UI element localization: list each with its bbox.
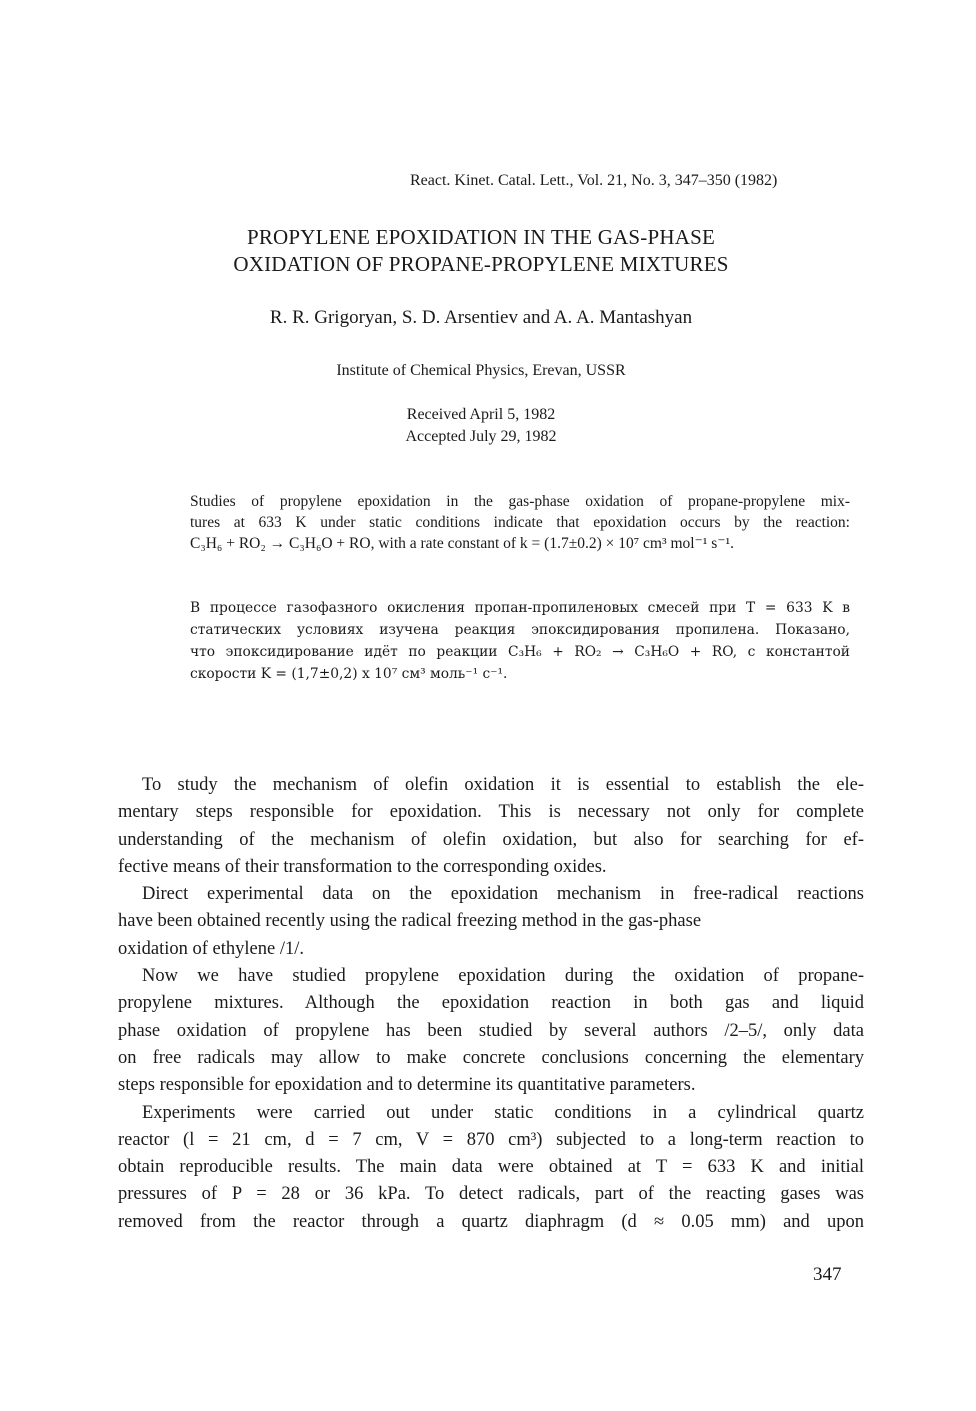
abstract-line: скорости K = (1,7±0,2) x 10⁷ см³ моль⁻¹ с⁻¹. — [190, 666, 508, 682]
text-line: on free radicals may allow to make concrete conclusions concerning the elementary — [118, 1047, 864, 1068]
abstract-line: tures at 633 K under static conditions indicate that epoxidation occurs by the reaction: — [190, 514, 850, 531]
paragraph — [118, 772, 864, 881]
text-line: obtain reproducible results. The main data were obtained at T = 633 K and initial — [118, 1157, 864, 1178]
page-number: 347 — [813, 1264, 842, 1285]
abstract-line: статических условиях изучена реакция эпоксидирования пропилена. Показано, — [190, 622, 850, 638]
title-line: OXIDATION OF PROPANE-PROPYLENE MIXTURES — [233, 252, 729, 276]
journal-citation: React. Kinet. Catal. Lett., Vol. 21, No. 3, 347–350 (1982) — [410, 172, 778, 189]
accepted-date: Accepted July 29, 1982 — [405, 428, 557, 445]
paragraph — [118, 963, 864, 1099]
text-line: To study the mechanism of olefin oxidation it is essential to establish the ele- — [142, 775, 864, 795]
text-line: oxidation of ethylene /1/. — [118, 938, 304, 959]
text-line: fective means of their transformation to the corresponding oxides. — [118, 856, 607, 877]
text-line: Direct experimental data on the epoxidation mechanism in free-radical reactions — [142, 884, 864, 905]
text-line: Now we have studied propylene epoxidation during the oxidation of propane- — [142, 966, 864, 987]
text-line: pressures of P = 28 or 36 kPa. To detect radicals, part of the reacting gases was — [118, 1184, 864, 1205]
title-line: PROPYLENE EPOXIDATION IN THE GAS-PHASE — [246, 225, 716, 249]
abstract-english — [190, 491, 850, 554]
text-line: propylene mixtures. Although the epoxidation reaction in both gas and liquid — [118, 993, 864, 1014]
affiliation: Institute of Chemical Physics, Erevan, USSR — [336, 362, 626, 379]
submission-dates — [150, 404, 812, 448]
text-line: phase oxidation of propylene has been studied by several authors /2–5/, only data — [118, 1020, 864, 1041]
text-line: removed from the reactor through a quartz diaphragm (d ≈ 0.05 mm) and upon — [118, 1211, 864, 1232]
text-line: mentary steps responsible for epoxidation. This is necessary not only for complete — [118, 802, 864, 823]
text-line: have been obtained recently using the radical freezing method in the gas-phase — [118, 911, 702, 932]
abstract-line: C₃H₆ + RO₂ → C₃H₆O + RO, with a rate constant of k = (1.7±0.2) × 10⁷ cm³ mol⁻¹ s⁻¹. — [190, 535, 735, 552]
paper-title — [150, 224, 812, 278]
text-line: steps responsible for epoxidation and to determine its quantitative parameters. — [118, 1075, 696, 1096]
paragraph — [118, 881, 864, 963]
abstract-line: что эпоксидирование идёт по реакции C₃H₆ + RO₂ → C₃H₆O + RO, с константой — [190, 644, 850, 660]
received-date: Received April 5, 1982 — [406, 406, 556, 423]
abstract-russian — [190, 597, 850, 685]
text-line: Experiments were carried out under static conditions in a cylindrical quartz — [142, 1102, 864, 1123]
abstract-line: Studies of propylene epoxidation in the gas-phase oxidation of propane-propylene mix- — [190, 493, 850, 510]
body-text — [118, 772, 864, 1236]
author-list: R. R. Grigoryan, S. D. Arsentiev and A. A. Mantashyan — [269, 307, 693, 328]
text-line: reactor (l = 21 cm, d = 7 cm, V = 870 cm³) subjected to a long-term reaction to — [118, 1129, 864, 1150]
abstract-line: В процессе газофазного окисления пропан-пропиленовых смесей при T = 633 K в — [190, 600, 850, 616]
text-line: understanding of the mechanism of olefin oxidation, but also for searching for ef- — [118, 829, 864, 850]
paragraph — [118, 1100, 864, 1236]
